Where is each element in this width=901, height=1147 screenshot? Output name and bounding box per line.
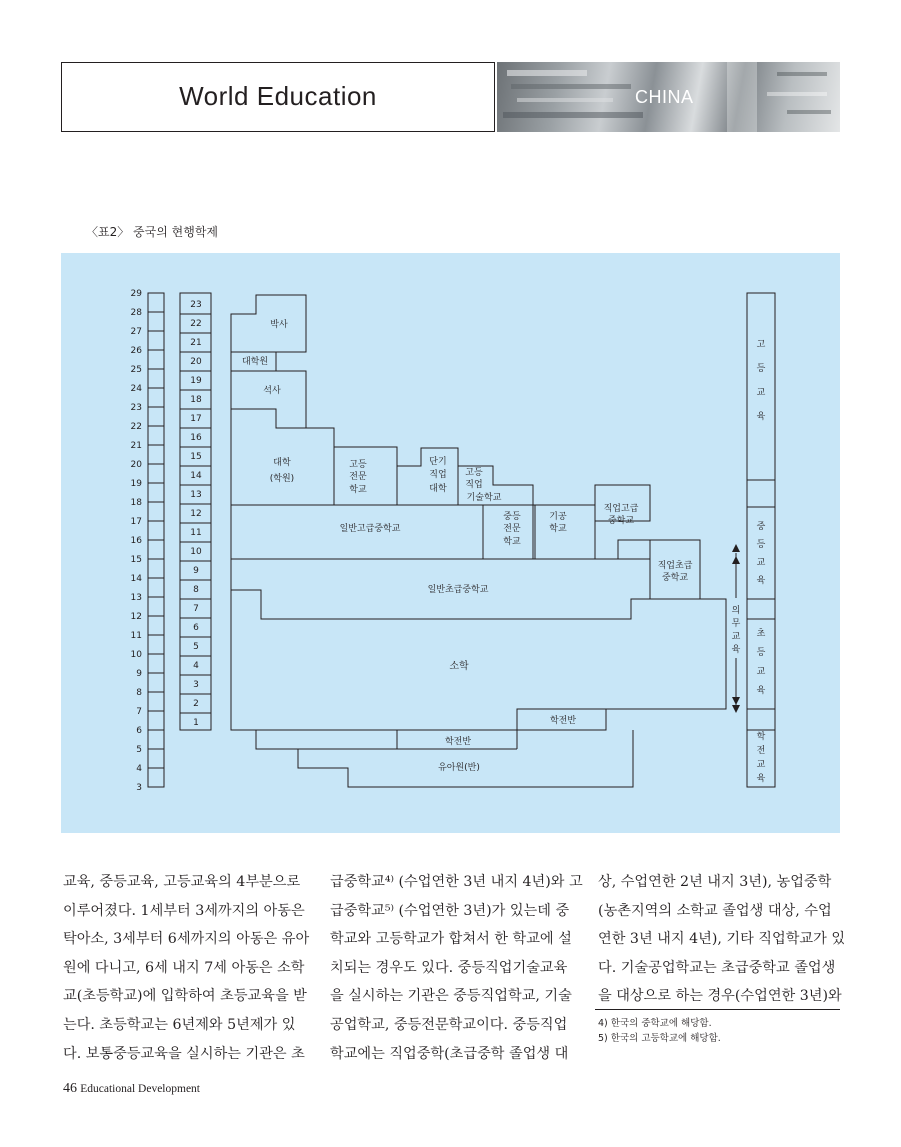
grade-label: 23 <box>190 300 202 310</box>
footnote-divider <box>595 1009 840 1010</box>
body-line: 치되는 경우도 있다. 중등직업기술교육 <box>330 959 568 976</box>
body-line: 교(초등학교)에 입학하여 초등교육을 받 <box>63 988 307 1005</box>
label-secondary-prof: 전문 <box>503 524 521 534</box>
age-label: 18 <box>130 498 142 508</box>
label-university: 대학 <box>273 458 291 468</box>
label-compulsory-education: 교 <box>731 632 741 642</box>
grade-label: 8 <box>193 585 199 595</box>
age-label: 24 <box>130 384 142 394</box>
publication-name: Educational Development <box>80 1083 201 1095</box>
header-photo <box>497 62 840 132</box>
label-higher-technical: 기술학교 <box>466 493 502 503</box>
body-line: 급중학교⁵⁾ (수업연한 3년)가 있는데 중 <box>330 902 570 919</box>
body-line: 연한 3년 내지 4년), 기타 직업학교가 있 <box>598 931 846 948</box>
age-label: 19 <box>130 479 142 489</box>
label-higher-technical: 직업 <box>465 480 483 490</box>
body-line: 다. 기술공업학교는 초급중학교 졸업생 <box>598 959 836 976</box>
label-vocational-high: 중학교 <box>607 516 635 526</box>
age-label: 16 <box>130 536 142 546</box>
label-stage-elementary: 육 <box>756 686 766 696</box>
label-general-high: 일반고급중학교 <box>339 524 401 534</box>
footnotes <box>598 1016 721 1046</box>
grade-label: 11 <box>190 528 202 538</box>
grade-label: 5 <box>193 642 199 652</box>
grade-label: 20 <box>190 357 202 367</box>
label-higher-technical: 고등 <box>465 468 483 478</box>
label-secondary-prof: 학교 <box>503 537 521 547</box>
label-short-university: 단기 <box>429 457 447 467</box>
page-footer <box>63 1080 200 1097</box>
label-university-sub: (학원) <box>269 474 295 484</box>
label-stage-higher: 고 <box>756 340 766 350</box>
school-system-diagram <box>61 253 840 833</box>
label-stage-higher: 등 <box>756 364 766 374</box>
age-label: 6 <box>136 726 142 736</box>
label-stage-preschool: 전 <box>756 746 766 756</box>
body-line: 공업학교, 중등전문학교이다. 중등직업 <box>330 1016 568 1033</box>
body-line: 을 대상으로 하는 경우(수업연한 3년)와 <box>598 988 842 1005</box>
label-stage-elementary: 초 <box>756 629 766 639</box>
grade-label: 1 <box>193 718 199 728</box>
label-short-university: 직업 <box>429 470 447 480</box>
label-compulsory-education: 무 <box>731 619 741 629</box>
compulsory-arrow-head-up2 <box>732 556 740 564</box>
label-stage-elementary: 교 <box>756 667 766 677</box>
body-line: 는다. 초등학교는 6년제와 5년제가 있 <box>63 1016 296 1033</box>
compulsory-arrow-head-up <box>732 544 740 552</box>
label-compulsory-education: 의 <box>731 606 741 616</box>
label-preschool-class-upper: 학전반 <box>549 716 577 726</box>
label-higher-vocational: 전문 <box>349 472 367 482</box>
age-label: 25 <box>130 365 142 375</box>
label-general-junior: 일반초급중학교 <box>427 585 489 595</box>
body-line: 이루어졌다. 1세부터 3세까지의 아동은 <box>63 902 305 919</box>
label-compulsory-education: 육 <box>731 645 741 655</box>
grade-label: 13 <box>190 490 202 500</box>
label-primary: 소학 <box>449 661 469 672</box>
table-caption: 〈표2〉 중국의 현행학제 <box>86 225 219 239</box>
grade-label: 18 <box>190 395 202 405</box>
label-stage-secondary: 육 <box>756 576 766 586</box>
label-kindergarten: 유아원(반) <box>438 763 480 773</box>
body-line: 다. 보통중등교육을 실시하는 기관은 초 <box>63 1045 305 1062</box>
grade-label: 16 <box>190 433 202 443</box>
age-label: 10 <box>130 650 142 660</box>
compulsory-arrow-head-down2 <box>732 705 740 713</box>
block-university-outline <box>231 409 334 505</box>
grade-label: 15 <box>190 452 202 462</box>
page-title: World Education <box>179 81 377 111</box>
age-label: 27 <box>130 327 142 337</box>
label-stage-higher: 교 <box>756 388 766 398</box>
age-label: 29 <box>130 289 142 299</box>
school-system-svg <box>61 253 840 833</box>
age-label: 12 <box>130 612 142 622</box>
age-label: 4 <box>136 764 142 774</box>
label-stage-secondary: 등 <box>756 540 766 550</box>
grade-label: 19 <box>190 376 202 386</box>
age-label: 13 <box>130 593 142 603</box>
body-column-2 <box>330 868 583 1068</box>
age-label: 8 <box>136 688 142 698</box>
body-line: 급중학교⁴⁾ (수업연한 3년 내지 4년)와 고 <box>330 874 583 890</box>
label-vocational-junior: 직업초급 <box>657 561 693 571</box>
block-primary-outline <box>231 590 726 730</box>
age-label: 3 <box>136 783 142 793</box>
header-country: CHINA <box>635 87 694 107</box>
footnote-4: 4) 한국의 중학교에 해당함. <box>598 1018 712 1029</box>
age-label: 22 <box>130 422 142 432</box>
label-stage-preschool: 교 <box>756 760 766 770</box>
age-label: 7 <box>136 707 142 717</box>
label-vocational-junior: 중학교 <box>661 573 689 583</box>
age-label: 15 <box>130 555 142 565</box>
label-short-university: 대학 <box>429 484 447 494</box>
age-label: 20 <box>130 460 142 470</box>
age-label: 14 <box>130 574 142 584</box>
label-stage-higher: 육 <box>756 412 766 422</box>
body-line: 탁아소, 3세부터 6세까지의 아동은 유아 <box>63 931 310 948</box>
label-secondary-prof: 중등 <box>503 512 521 522</box>
label-stage-preschool: 학 <box>756 732 766 742</box>
age-label: 23 <box>130 403 142 413</box>
footnote-5: 5) 한국의 고등학교에 해당함. <box>598 1033 721 1044</box>
body-line: 학교와 고등학교가 합쳐서 한 학교에 설 <box>330 931 572 948</box>
label-master: 석사 <box>263 386 281 396</box>
age-label: 26 <box>130 346 142 356</box>
grade-label: 2 <box>193 699 199 709</box>
label-skilled-worker: 학교 <box>549 524 567 534</box>
label-skilled-worker: 기공 <box>549 512 567 522</box>
grade-label: 7 <box>193 604 199 614</box>
label-stage-elementary: 등 <box>756 648 766 658</box>
body-line: 학교에는 직업중학(초급중학 졸업생 대 <box>330 1045 569 1062</box>
block-short-university-outline <box>397 448 458 505</box>
block-preschool-class-lower <box>256 730 397 749</box>
age-label: 17 <box>130 517 142 527</box>
body-column-1 <box>63 868 310 1068</box>
grade-label: 10 <box>190 547 202 557</box>
header-title-box <box>61 62 495 132</box>
body-line: 을 실시하는 기관은 중등직업학교, 기술 <box>330 988 572 1005</box>
age-label: 9 <box>136 669 142 679</box>
label-stage-secondary: 중 <box>756 522 766 532</box>
grade-label: 12 <box>190 509 202 519</box>
label-preschool-class-lower: 학전반 <box>444 737 472 747</box>
grade-label: 17 <box>190 414 202 424</box>
label-higher-vocational: 고등 <box>349 460 367 470</box>
grade-label: 9 <box>193 566 199 576</box>
body-line: 원에 다니고, 6세 내지 7세 아동은 소학 <box>63 959 305 976</box>
age-label: 21 <box>130 441 142 451</box>
grade-label: 3 <box>193 680 199 690</box>
body-line: 교육, 중등교육, 고등교육의 4부분으로 <box>63 874 301 890</box>
age-label: 28 <box>130 308 142 318</box>
label-vocational-high: 직업고급 <box>603 504 639 514</box>
label-grad-school: 대학원 <box>241 357 269 367</box>
grade-label: 22 <box>190 319 202 329</box>
label-higher-vocational: 학교 <box>349 485 367 495</box>
grade-label: 6 <box>193 623 199 633</box>
compulsory-arrow-head-down <box>732 697 740 705</box>
grade-label: 14 <box>190 471 202 481</box>
label-doctor: 박사 <box>270 320 288 330</box>
page-number: 46 <box>63 1081 77 1096</box>
label-stage-preschool: 육 <box>756 774 766 784</box>
block-vocational-step <box>595 540 650 559</box>
label-stage-secondary: 교 <box>756 558 766 568</box>
grade-label: 4 <box>193 661 199 671</box>
body-line: 상, 수업연한 2년 내지 3년), 농업중학 <box>598 874 832 890</box>
body-column-3 <box>598 868 846 1011</box>
age-label: 11 <box>130 631 142 641</box>
age-label: 5 <box>136 745 142 755</box>
grade-label: 21 <box>190 338 202 348</box>
body-line: (농촌지역의 소학교 졸업생 대상, 수업 <box>598 902 832 919</box>
